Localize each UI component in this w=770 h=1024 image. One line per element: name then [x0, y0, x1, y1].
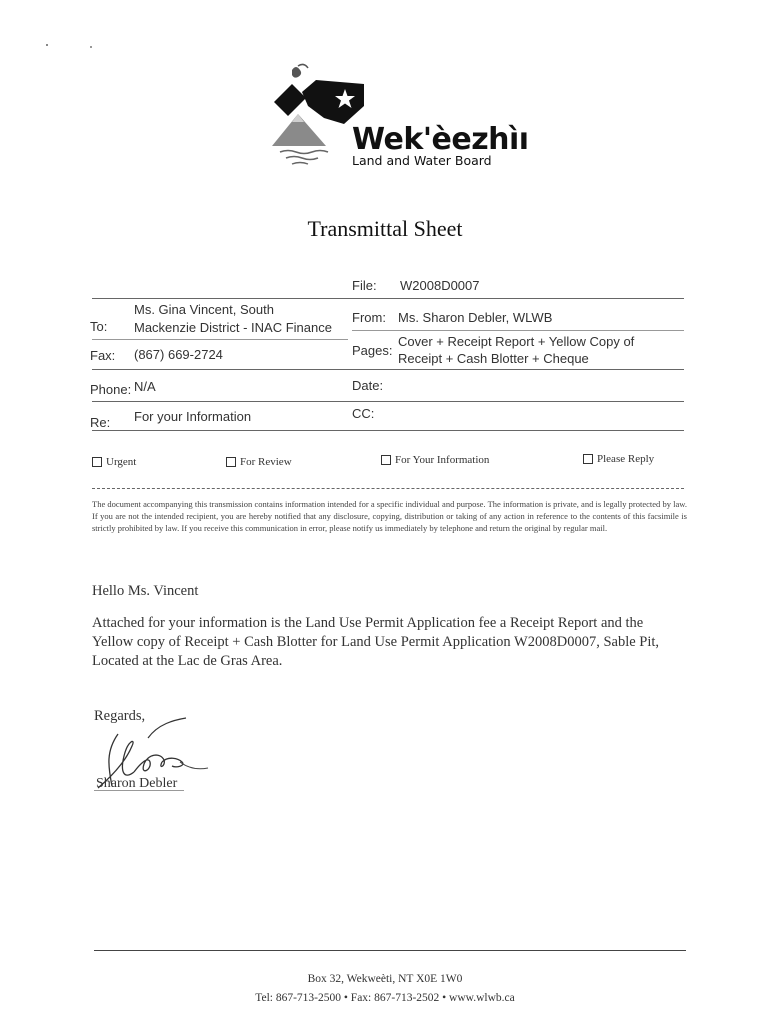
checkbox-urgent[interactable] [92, 456, 136, 468]
message-body: Attached for your information is the Land Use Permit Application fee a Receipt Report and the Yellow copy of Receipt + Cash Blotter for Land Use Permit Application W2008D0007, Sable Pit, Located at the Lac de Gras Area. [92, 615, 660, 669]
to-label: To: [90, 319, 108, 334]
checkbox-icon[interactable] [226, 457, 236, 467]
pages-line-1: Cover + Receipt Report + Yellow Copy of [398, 334, 635, 349]
checkbox-label: For Review [240, 456, 292, 468]
signature-name: Sharon Debler [96, 776, 178, 791]
checkbox-icon[interactable] [92, 457, 102, 467]
fax-label: Fax: [90, 348, 116, 363]
checkbox-icon[interactable] [583, 454, 593, 464]
footer-contact: Tel: 867-713-2500 • Fax: 867-713-2502 • www.wlwb.ca [255, 992, 515, 1004]
checkbox-for-your-information[interactable] [381, 454, 489, 466]
greeting: Hello Ms. Vincent [92, 583, 199, 599]
scan-speck [90, 46, 92, 48]
divider [92, 339, 348, 340]
footer-divider [94, 950, 686, 951]
to-line-1: Ms. Gina Vincent, South [134, 302, 274, 317]
signature-line [94, 790, 184, 791]
from-label: From: [352, 310, 386, 325]
checkbox-icon[interactable] [381, 455, 391, 465]
checkbox-label: For Your Information [395, 454, 490, 466]
from-value: Ms. Sharon Debler, WLWB [398, 310, 553, 325]
to-line-2: Mackenzie District - INAC Finance [134, 320, 332, 335]
checkbox-label: Urgent [106, 456, 137, 468]
phone-label: Phone: [90, 382, 132, 397]
logo-name: Wek'èezhìı [352, 122, 529, 157]
file-label: File: [352, 278, 377, 293]
logo-subtitle: Land and Water Board [352, 153, 492, 168]
page-title: Transmittal Sheet [307, 216, 463, 241]
confidentiality-notice: The document accompanying this transmission contains information intended for a specific individual and purpose. The information is private, and is legally protected by law. If you are not the intended recipient, you are hereby notified that any disclosure, copying, distribution or taking of any action in reference to the contents of this facsimile is strictly prohibited by law. If you receive this communication in error, please notify us immediately by telephone and return the original by regular mail. [92, 499, 687, 533]
phone-value: N/A [134, 379, 156, 394]
scan-speck [46, 44, 48, 46]
divider [352, 330, 684, 331]
fax-number: (867) 669-2724 [134, 347, 223, 362]
divider [92, 298, 684, 299]
re-label: Re: [90, 415, 111, 430]
divider [92, 488, 684, 489]
divider [92, 369, 684, 370]
divider [92, 430, 684, 431]
closing: Regards, [94, 708, 146, 724]
cc-label: CC: [352, 406, 375, 421]
checkbox-please-reply[interactable] [583, 453, 654, 465]
date-label: Date: [352, 378, 384, 393]
footer-address: Box 32, Wekweèti, NT X0E 1W0 [307, 973, 463, 985]
file-number: W2008D0007 [400, 278, 480, 293]
divider [92, 401, 684, 402]
pages-line-2: Receipt + Cash Blotter + Cheque [398, 351, 589, 366]
checkbox-for-review[interactable] [226, 456, 292, 468]
re-value: For your Information [134, 409, 252, 424]
checkbox-label: Please Reply [597, 453, 655, 465]
pages-label: Pages: [352, 343, 393, 358]
